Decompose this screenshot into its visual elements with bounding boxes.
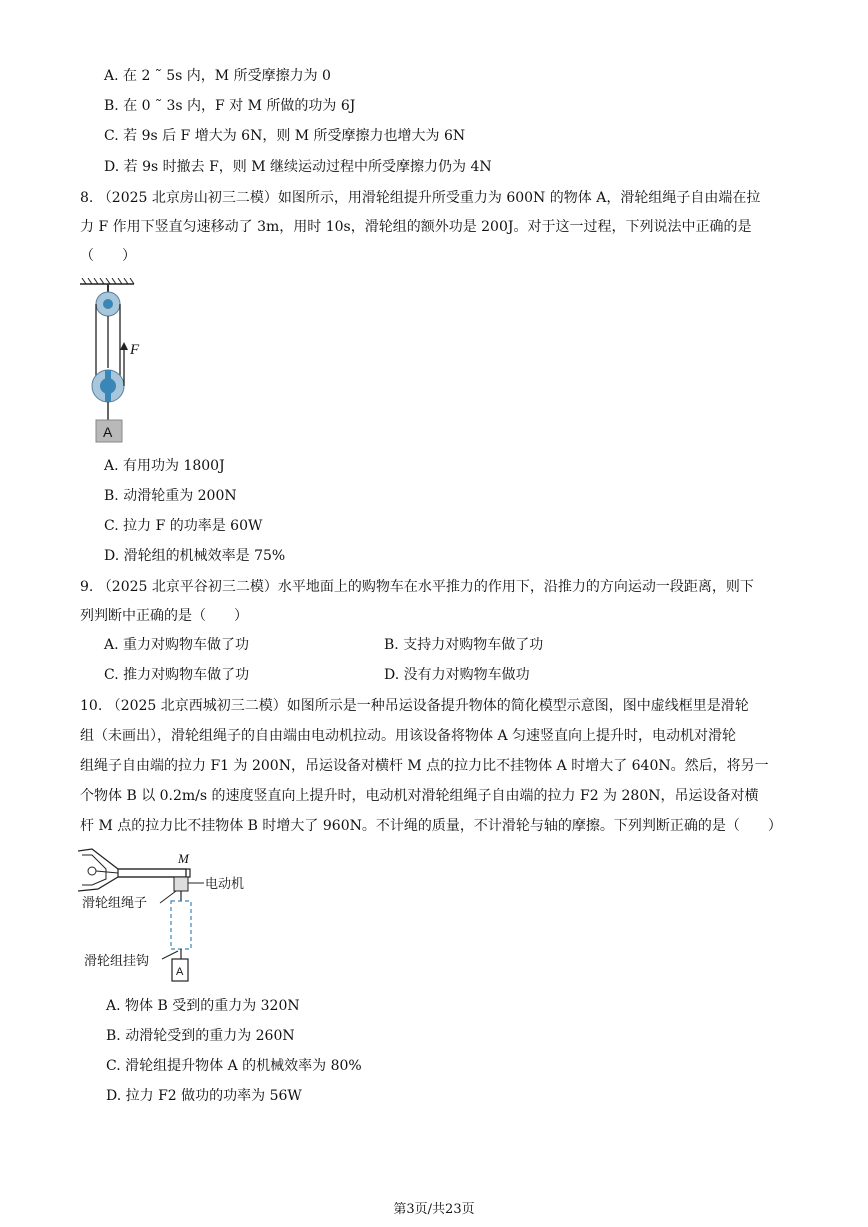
- q10-stem-line-3: 组绳子自由端的拉力 F1 为 200N，吊运设备对横杆 M 点的拉力比不挂物体 A 时增大了 640N。然后，将另一: [80, 758, 769, 774]
- q8-option-a: A. 有用功为 1800J: [104, 458, 225, 474]
- q9-option-a: A. 重力对购物车做了功: [104, 637, 250, 653]
- q8-stem-line-1: 8. （2025 北京房山初三二模）如图所示，用滑轮组提升所受重力为 600N 的物体 A，滑轮组绳子自由端在拉: [80, 190, 761, 206]
- q10-stem-line-4: 个物体 B 以 0.2m/s 的速度竖直向上提升时，电动机对滑轮组绳子自由端的拉力 F2 为 280N，吊运设备对横: [80, 788, 759, 804]
- q10-option-d: D. 拉力 F2 做功的功率为 56W: [106, 1088, 302, 1104]
- q8-stem-line-3: （ ）: [80, 248, 136, 264]
- q8-option-b: B. 动滑轮重为 200N: [104, 488, 237, 504]
- q10-option-b: B. 动滑轮受到的重力为 260N: [106, 1028, 295, 1044]
- q8-stem-line-2: 力 F 作用下竖直匀速移动了 3m，用时 10s，滑轮组的额外功是 200J。对于这一过程，下列说法中正确的是: [80, 219, 752, 235]
- q7-option-b: B. 在 0 ˜ 3s 内，F 对 M 所做的功为 6J: [104, 98, 356, 114]
- q9-option-d: D. 没有力对购物车做功: [384, 667, 530, 683]
- q9-option-b: B. 支持力对购物车做了功: [384, 637, 544, 653]
- q7-option-d: D. 若 9s 时撤去 F，则 M 继续运动过程中所受摩擦力仍为 4N: [104, 159, 492, 175]
- q10-stem-line-1: 10. （2025 北京西城初三二模）如图所示是一种吊运设备提升物体的简化模型示意图，图中虚线框里是滑轮: [80, 698, 749, 714]
- q9-stem-line-2: 列判断中正确的是（ ）: [80, 608, 248, 624]
- q10-option-c: C. 滑轮组提升物体 A 的机械效率为 80%: [106, 1058, 362, 1074]
- q9-stem-line-1: 9. （2025 北京平谷初三二模）水平地面上的购物车在水平推力的作用下，沿推力的方向运动一段距离，则下: [80, 579, 754, 595]
- q7-option-a: A. 在 2 ˜ 5s 内，M 所受摩擦力为 0: [104, 68, 331, 84]
- q8-option-c: C. 拉力 F 的功率是 60W: [104, 518, 263, 534]
- q10-crane-figure: [78, 845, 258, 985]
- q8-pulley-figure: [78, 278, 168, 446]
- q10-label-m: M: [178, 851, 189, 866]
- q10-stem-line-2: 组（未画出），滑轮组绳子的自由端由电动机拉动。用该设备将物体 A 匀速竖直向上提升时，电动机对滑轮: [80, 728, 737, 744]
- q10-option-a: A. 物体 B 受到的重力为 320N: [106, 998, 300, 1014]
- q9-option-c: C. 推力对购物车做了功: [104, 667, 250, 683]
- q8-force-label: F: [130, 342, 140, 358]
- q10-stem-line-5: 杆 M 点的拉力比不挂物体 B 时增大了 960N。不计绳的质量，不计滑轮与轴的摩擦。下列判断正确的是（ ）: [80, 818, 782, 834]
- q10-label-rope: 滑轮组绳子: [82, 896, 148, 911]
- q10-label-motor: 电动机: [205, 877, 245, 892]
- q10-block-label: A: [176, 966, 184, 978]
- page-footer: 第3页/共23页: [393, 1202, 475, 1217]
- q7-option-c: C. 若 9s 后 F 增大为 6N，则 M 所受摩擦力也增大为 6N: [104, 128, 466, 144]
- q10-label-hook: 滑轮组挂钩: [84, 954, 150, 969]
- q8-option-d: D. 滑轮组的机械效率是 75%: [104, 548, 286, 564]
- q8-block-label: A: [103, 424, 113, 440]
